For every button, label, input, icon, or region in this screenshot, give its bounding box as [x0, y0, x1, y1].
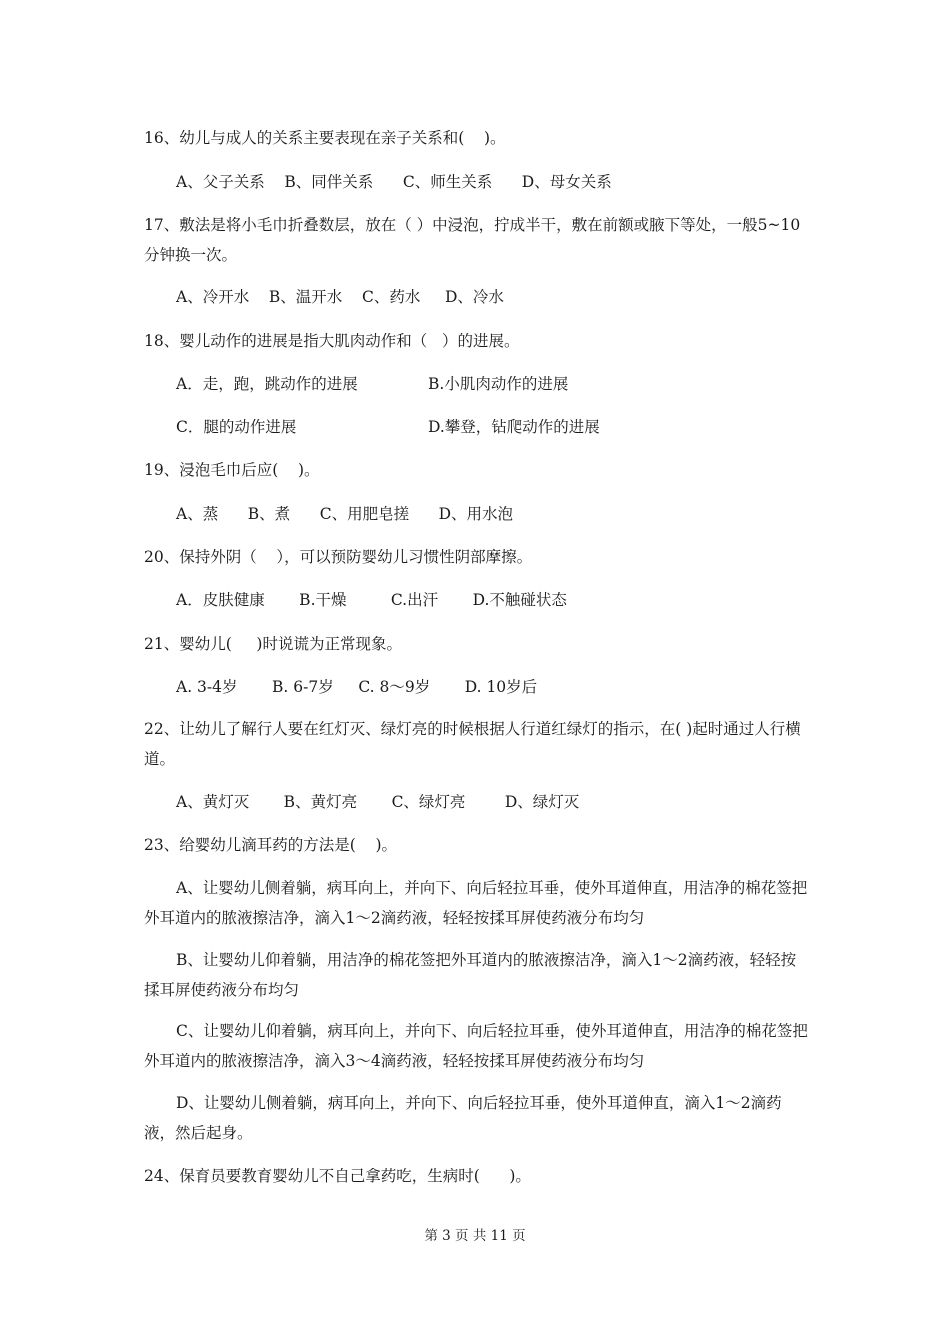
question-23-option-b: B、让婴幼儿仰着躺，用洁净的棉花签把外耳道内的脓液擦洁净，滴入1～2滴药液，轻轻按揉耳屏使药液分布均匀 — [144, 951, 797, 999]
question-24-stem: 24、保育员要教育婴幼儿不自己拿药吃，生病时( )。 — [144, 1167, 531, 1185]
question-17-stem: 17、敷法是将小毛巾折叠数层，放在（ ）中浸泡，拧成半干，敷在前额或腋下等处，一般5~10分钟换一次。 — [144, 216, 801, 264]
question-23-stem: 23、给婴幼儿滴耳药的方法是( )。 — [144, 836, 398, 854]
question-21-stem: 21、婴幼儿( )时说谎为正常现象。 — [144, 635, 402, 653]
question-17-options: A、冷开水 B、温开水 C、药水 D、冷水 — [176, 288, 504, 306]
question-19-stem: 19、浸泡毛巾后应( )。 — [144, 461, 320, 479]
question-18-stem: 18、婴儿动作的进展是指大肌肉动作和（ ）的进展。 — [144, 332, 520, 350]
page-number-footer: 第 3 页 共 11 页 — [424, 1228, 526, 1244]
question-18-option-c: C．腿的动作进展 — [176, 418, 297, 436]
question-20-options: A．皮肤健康 B.干燥 C.出汗 D.不触碰状态 — [176, 591, 567, 609]
question-23-option-c: C、让婴幼儿仰着躺，病耳向上，并向下、向后轻拉耳垂，使外耳道伸直，用洁净的棉花签把外耳道内的脓液擦洁净，滴入3～4滴药液，轻轻按揉耳屏使药液分布均匀 — [144, 1022, 808, 1070]
question-21-options: A. 3-4岁 B. 6-7岁 C. 8～9岁 D. 10岁后 — [176, 678, 538, 696]
question-20-stem: 20、保持外阴（ ），可以预防婴幼儿习惯性阴部摩擦。 — [144, 548, 533, 566]
question-18-option-b: B.小肌肉动作的进展 — [428, 375, 569, 393]
question-16-stem: 16、幼儿与成人的关系主要表现在亲子关系和( )。 — [144, 129, 506, 147]
question-18-option-a: A．走，跑，跳动作的进展 — [176, 375, 358, 393]
question-22-options: A、黄灯灭 B、黄灯亮 C、绿灯亮 D、绿灯灭 — [176, 793, 580, 811]
question-23-option-a: A、让婴幼儿侧着躺，病耳向上，并向下、向后轻拉耳垂，使外耳道伸直，用洁净的棉花签把外耳道内的脓液擦洁净，滴入1～2滴药液，轻轻按揉耳屏使药液分布均匀 — [144, 879, 808, 927]
question-18-option-d: D.攀登，钻爬动作的进展 — [428, 418, 600, 436]
question-16-options: A、父子关系 B、同伴关系 C、师生关系 D、母女关系 — [176, 173, 612, 191]
question-22-stem: 22、让幼儿了解行人要在红灯灭、绿灯亮的时候根据人行道红绿灯的指示，在( )起时通过人行横道。 — [144, 720, 801, 768]
question-23-option-d: D、让婴幼儿侧着躺，病耳向上，并向下、向后轻拉耳垂，使外耳道伸直，滴入1～2滴药液，然后起身。 — [144, 1094, 782, 1142]
question-19-options: A、蒸 B、煮 C、用肥皂搓 D、用水泡 — [176, 505, 514, 523]
